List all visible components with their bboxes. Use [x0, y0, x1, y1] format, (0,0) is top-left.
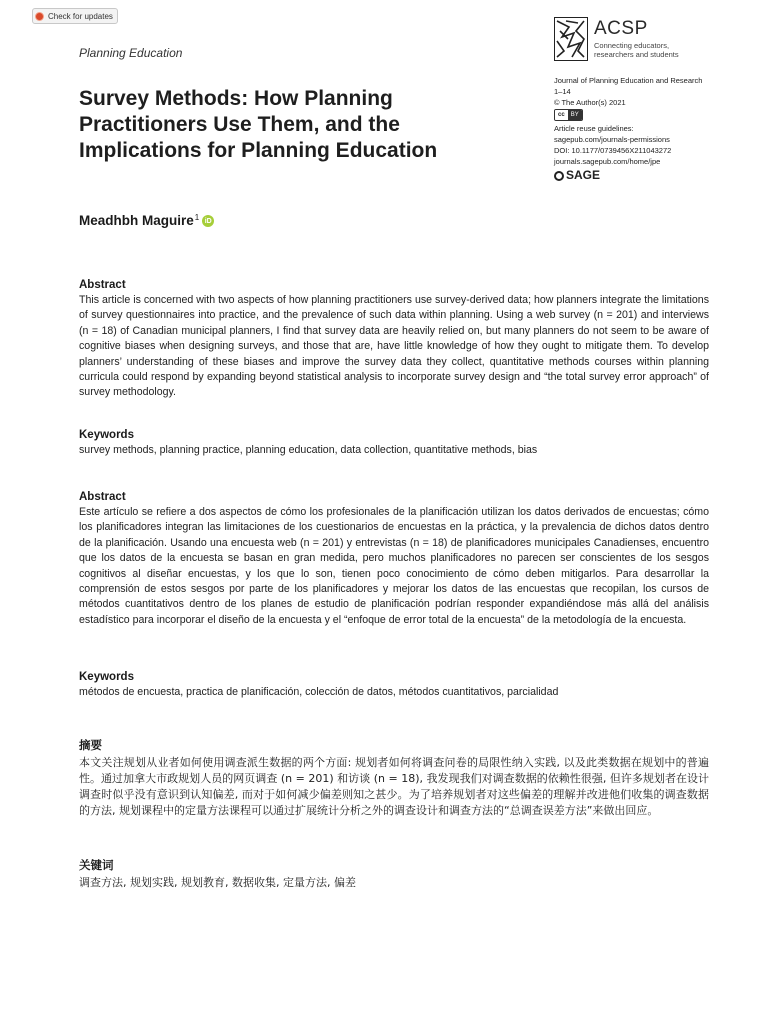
crossmark-icon — [35, 12, 44, 21]
keywords-heading: 关键词 — [79, 860, 114, 872]
check-for-updates-button[interactable] — [32, 8, 118, 24]
article-title: Survey Methods: How Planning Practitioners Use Them, and the Implications for Planning Education — [79, 87, 438, 162]
keywords-spanish — [79, 671, 709, 700]
permissions-link[interactable]: sagepub.com/journals-permissions — [554, 135, 670, 144]
abstract-heading: 摘要 — [79, 740, 102, 752]
author-name: Meadhbh Maguire — [79, 213, 194, 228]
orcid-icon[interactable]: iD — [202, 215, 214, 227]
keywords-heading: Keywords — [79, 429, 134, 441]
abstract-heading: Abstract — [79, 279, 126, 291]
keywords-chinese — [79, 857, 709, 891]
abstract-text: This article is concerned with two aspects of how planning practitioners use survey-derived data; how planners integrate the limitations of survey questionnaires into practice, and the prevalence of such data within planning. Using a web survey (n = 201) and interviews (n = 18) of Canadian municipal planners, I find that survey data are heavily relied on, but many planners do not seem to be aware of cognitive biases when designing surveys, and those that are, have little knowledge of how they ought to mitigate them. To develop planners’ understanding of these biases and improve the survey data they collect, quantitative methods courses within planning curricula could respond by expanding beyond statistical analysis to incorporate survey design and “the total survey error approach” of survey methodology. — [79, 294, 709, 399]
sage-mark-icon — [554, 171, 564, 181]
abstract-text: Este artículo se refiere a dos aspectos de cómo los profesionales de la planificación utilizan los datos derivados de encuestas; cómo los planificadores integran las limitaciones de los cuestionarios de encuestas en la práctica, y la prevalencia de dichos datos dentro de la planificación. Usando una encuesta web (n = 201) y entrevistas (n = 18) de planificadores municipales Canadienses, encuentro que los datos de la encuesta se basan en gran medida, pero muchos planificadores no parecen ser conscientes de los sesgos cognitivos al diseñar encuestas, y los que lo son, tienen poco conocimiento de cómo deben mitigarlos. Para desarrollar la comprensión de estos sesgos por parte de los planificadores y mejorar los datos de las encuestas que recopilan, los cursos de métodos cuantitativos dentro de los planes de estudio de planificación podrían responder expandiéndose más allá del análisis estadístico para incorporar el diseño de la encuesta y el “enfoque de error total de la encuesta” de la metodología de la encuesta. — [79, 506, 709, 626]
keywords-text: métodos de encuesta, practica de planificación, colección de datos, métodos cuantitativos, parcialidad — [79, 686, 559, 698]
publication-meta — [554, 75, 724, 181]
keywords-heading: Keywords — [79, 671, 134, 683]
journal-homepage-link[interactable]: journals.sagepub.com/home/jpe — [554, 157, 661, 166]
acsp-logo-icon — [554, 17, 588, 61]
author-line — [79, 213, 214, 228]
check-for-updates-label: Check for updates — [48, 11, 113, 21]
abstract-heading: Abstract — [79, 491, 126, 503]
journal-section-label: Planning Education — [79, 46, 183, 60]
journal-name: Journal of Planning Education and Research — [554, 76, 703, 85]
abstract-spanish — [79, 491, 709, 628]
acsp-name: ACSP — [594, 18, 648, 39]
abstract-english — [79, 279, 709, 401]
reuse-guidelines-label: Article reuse guidelines: — [554, 124, 634, 133]
acsp-tagline: Connecting educators, researchers and students — [594, 41, 679, 59]
copyright-line: © The Author(s) 2021 — [554, 98, 626, 107]
cc-label: cc — [555, 110, 568, 120]
sage-logo — [554, 170, 724, 181]
page-range: 1–14 — [554, 87, 571, 96]
keywords-text: 调查方法, 规划实践, 规划教育, 数据收集, 定量方法, 偏差 — [79, 876, 356, 889]
by-label: BY — [568, 110, 582, 120]
abstract-chinese — [79, 737, 709, 819]
keywords-english — [79, 429, 709, 458]
doi-link[interactable]: DOI: 10.1177/0739456X211043272 — [554, 146, 672, 155]
author-affiliation-mark: 1 — [194, 213, 200, 222]
cc-by-license-icon[interactable] — [554, 109, 583, 121]
keywords-text: survey methods, planning practice, planning education, data collection, quantitative methods, bias — [79, 444, 538, 456]
sage-label: SAGE — [566, 168, 601, 182]
abstract-text: 本文关注规划从业者如何使用调查派生数据的两个方面: 规划者如何将调查问卷的局限性纳入实践, 以及此类数据在规划中的普遍性。通过加拿大市政规划人员的网页调查 (n = 201) 和访谈 (n = 18), 我发现我们对调查数据的依赖性很强, 但许多规划者在设计调查时似乎没有意识到认知偏差, 而对于如何减少偏差则知之甚少。为了培养规划者对这些偏差的理解并改进他们收集的调查数据的方法, 规划课程中的定量方法课程可以通过扩展统计分析之外的调查设计和调查方法的“总调查误差方法”来做出回应。 — [79, 756, 709, 817]
